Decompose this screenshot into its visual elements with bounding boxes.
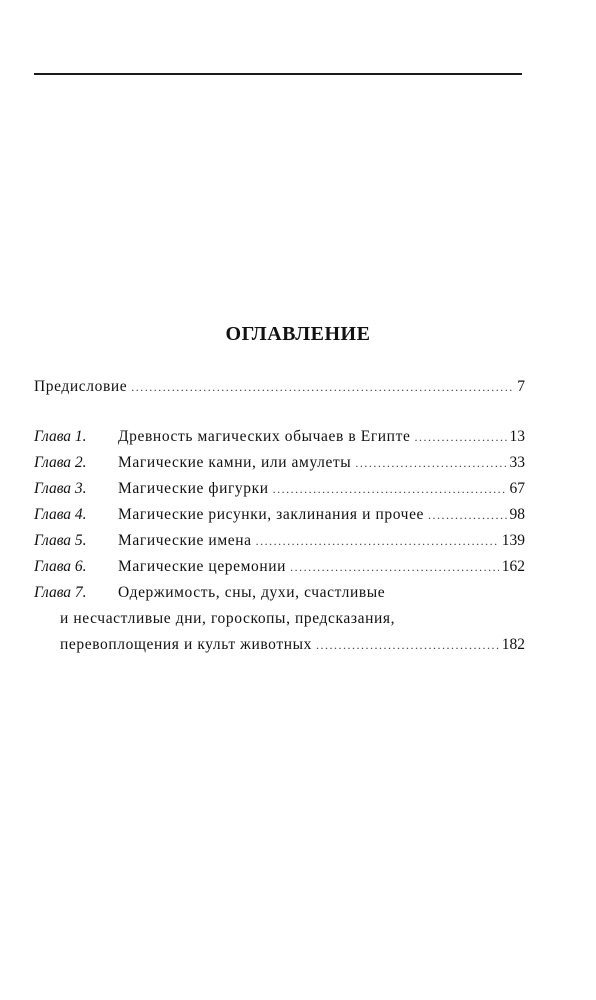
toc-entry-title: Магические церемонии [118,558,287,575]
dot-leader [273,476,507,502]
toc-entry-chapter-5[interactable] [34,528,525,554]
toc-entry-title: Магические камни, или амулеты [118,454,352,471]
dot-leader [256,528,499,554]
top-rule [34,73,522,75]
chapter-label: Глава 7. [34,584,87,601]
toc-entry-title: Магические фигурки [118,480,269,497]
toc-entry-title: Предисловие [34,378,128,395]
toc-entry-chapter-6[interactable] [34,554,525,580]
chapter-label: Глава 1. [34,428,87,445]
dot-leader [414,424,506,450]
toc-entry-page: 33 [509,454,525,471]
toc-entry-title-line-1: Одержимость, сны, духи, счастливые [118,584,386,601]
page-title: ОГЛАВЛЕНИЕ [225,323,371,345]
toc-entry-page: 162 [501,558,525,575]
toc-entry-page: 98 [509,506,525,523]
toc-entry-chapter-2[interactable] [34,450,525,476]
toc-entry-preface[interactable] [34,374,525,400]
toc-entry-chapter-1[interactable] [34,424,525,450]
toc-entry-title: Магические имена [118,532,252,549]
toc-entry-chapter-3[interactable] [34,476,525,502]
toc-entry-chapter-4[interactable] [34,502,525,528]
toc-entry-page: 7 [517,378,525,395]
dot-leader [290,554,499,580]
toc-entry-page: 67 [509,480,525,497]
chapter-label: Глава 3. [34,480,87,497]
dot-leader [428,502,506,528]
toc-entry-chapter-7[interactable] [34,580,525,658]
chapter-label: Глава 4. [34,506,87,523]
chapter-label: Глава 2. [34,454,87,471]
chapter-label: Глава 6. [34,558,87,575]
chapter-label: Глава 5. [34,532,87,549]
toc-entry-title-line-2: и несчастливые дни, гороскопы, предсказания, [60,610,396,627]
toc-entry-title: Древность магических обычаев в Египте [118,428,411,445]
toc-entry-title-line-3: перевоплощения и культ животных [60,636,312,653]
toc-entry-page: 139 [501,532,525,549]
toc-entry-page: 13 [509,428,525,445]
table-of-contents [34,374,525,658]
dot-leader [316,632,499,658]
dot-leader [355,450,506,476]
dot-leader [131,374,514,400]
toc-entry-title: Магические рисунки, заклинания и прочее [118,506,425,523]
toc-entry-page: 182 [501,636,525,653]
